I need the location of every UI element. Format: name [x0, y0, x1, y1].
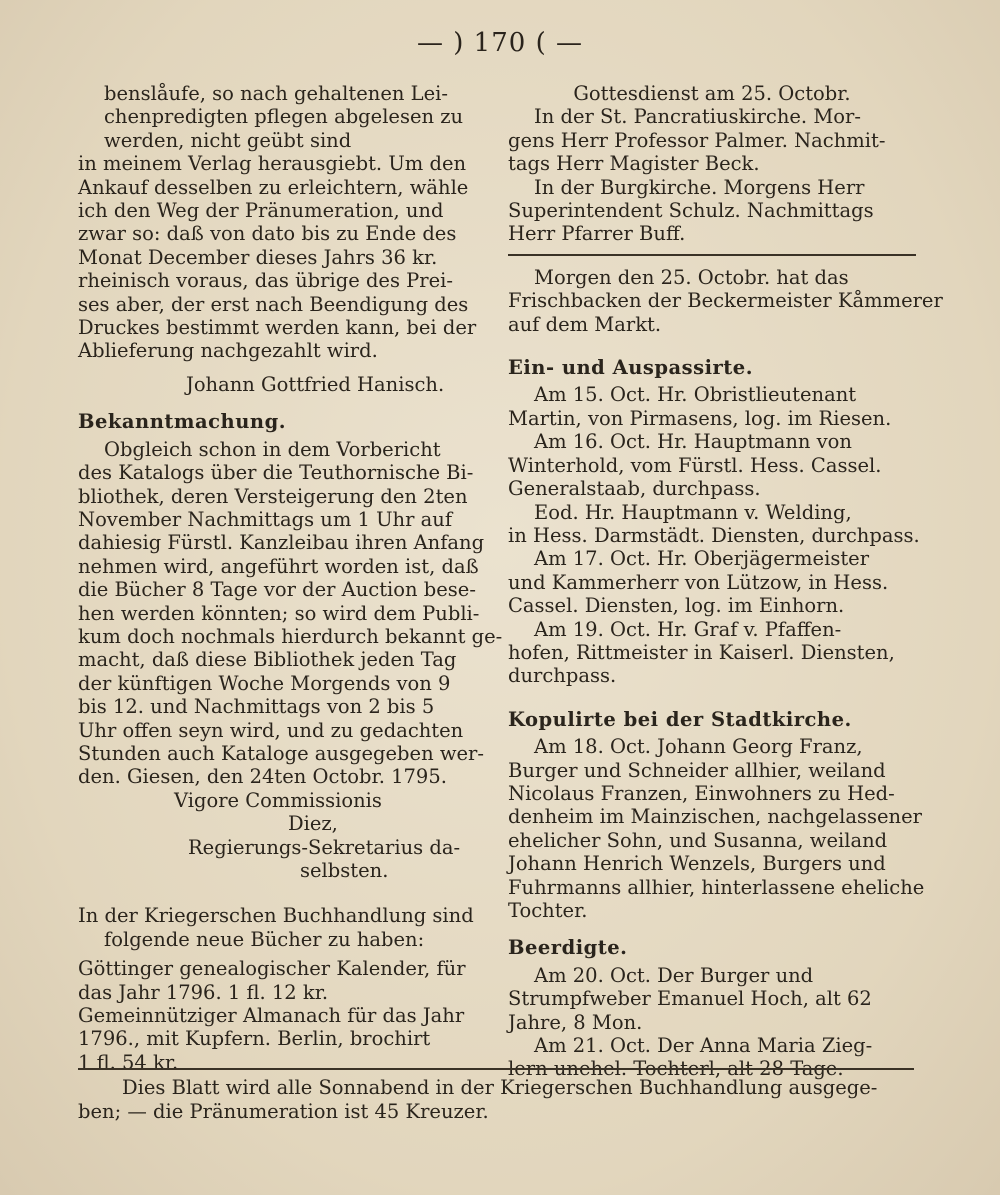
text-line: Stunden auch Kataloge ausgegeben wer-	[78, 741, 484, 765]
beerdigte-heading: Beerdigte.	[508, 936, 628, 960]
gottesdienst-paragraph	[508, 105, 916, 175]
text-line: in Hess. Darmstädt. Diensten, durchpass.	[508, 523, 920, 547]
text-line: Superintendent Schulz. Nachmittags	[508, 199, 874, 223]
text-line: lern unehel. Tochterl, alt 28 Tage.	[508, 1057, 844, 1081]
kopulirte-heading: Kopulirte bei der Stadtkirche.	[508, 707, 852, 731]
text-line: Obgleich schon in dem Vorbericht	[104, 437, 441, 461]
text-line: die Bücher 8 Tage vor der Auction bese-	[78, 578, 476, 602]
text-line: Jahre, 8 Mon.	[508, 1010, 643, 1034]
footer-divider	[78, 1068, 914, 1070]
gottesdienst-heading: Gottesdienst am 25. Octobr.	[573, 82, 851, 105]
text-line: Am 18. Oct. Johann Georg Franz,	[534, 735, 863, 759]
passirte-entry	[508, 500, 920, 548]
text-line: Johann Henrich Wenzels, Burgers und	[508, 852, 886, 876]
text-line: 1 fl. 54 kr.	[78, 1050, 179, 1074]
text-line: Tochter.	[508, 899, 588, 922]
text-line: des Katalogs über die Teuthornische Bi-	[78, 461, 474, 485]
kopulirte-paragraph	[508, 735, 925, 922]
text-line: tags Herr Magister Beck.	[508, 152, 760, 176]
signature: Johann Gottfried Hanisch.	[186, 372, 445, 396]
text-line: 1796., mit Kupfern. Berlin, brochirt	[78, 1027, 431, 1051]
footer-line: ben; — die Pränumeration ist 45 Kreuzer.	[78, 1100, 489, 1123]
text-line: In der St. Pancratiuskirche. Mor-	[534, 105, 861, 129]
text-line: Am 15. Oct. Hr. Obristlieutenant	[534, 383, 857, 407]
diez-line: Diez,	[288, 812, 338, 836]
text-line: macht, daß diese Bibliothek jeden Tag	[78, 648, 457, 672]
text-line: Am 19. Oct. Hr. Graf v. Pfaffen-	[534, 617, 842, 641]
text-line: bliothek, deren Versteigerung den 2ten	[78, 484, 468, 508]
bekanntmachung-heading: Bekanntmachung.	[78, 410, 286, 434]
book-entry	[78, 957, 492, 1004]
text-line: Ankauf desselben zu erleichtern, wähle	[78, 175, 469, 199]
text-line: ich den Weg der Pränumeration, und	[78, 199, 444, 223]
page-number: — ) 170 ( —	[417, 28, 583, 58]
text-line: Am 20. Oct. Der Burger und	[534, 963, 814, 987]
text-line: dahiesig Fürstl. Kanzleibau ihren Anfang	[78, 531, 485, 555]
pranumeration-paragraph	[78, 152, 492, 363]
text-line: folgende neue Bücher zu haben:	[104, 927, 425, 951]
text-line: In der Kriegerschen Buchhandlung sind	[78, 904, 474, 928]
text-line: ehelicher Sohn, und Susanna, weiland	[508, 828, 888, 852]
text-line: rheinisch voraus, das übrige des Prei-	[78, 269, 453, 293]
text-line: Am 17. Oct. Hr. Oberjägermeister	[534, 547, 870, 571]
passirte-heading: Ein- und Auspassirte.	[508, 356, 754, 380]
text-line: chenpredigten pflegen abgelesen zu	[104, 105, 464, 129]
beerdigte-entry	[508, 1034, 916, 1081]
text-line: hen werden könnten; so wird dem Publi-	[78, 601, 480, 625]
text-line: Strumpfweber Emanuel Hoch, alt 62	[508, 987, 872, 1011]
text-line: bis 12. und Nachmittags von 2 bis 5	[78, 695, 435, 719]
book-entry	[78, 1004, 492, 1074]
text-line: Ablieferung nachgezahlt wird.	[78, 339, 378, 363]
bekanntmachung-paragraph	[78, 437, 503, 789]
text-line: benslåufe, so nach gehaltenen Lei-	[104, 82, 448, 105]
passirte-entry	[508, 383, 916, 430]
footer-notice	[78, 1076, 918, 1124]
text-line: denheim im Mainzischen, nachgelassener	[508, 805, 922, 829]
krieger-notice	[78, 904, 492, 951]
text-line: kum doch nochmals hierdurch bekannt ge-	[78, 624, 503, 648]
vigore-line: Vigore Commissionis	[174, 788, 382, 812]
text-line: das Jahr 1796. 1 fl. 12 kr.	[78, 980, 329, 1004]
text-line: durchpass.	[508, 664, 617, 688]
text-line: Monat December dieses Jahrs 36 kr.	[78, 245, 438, 269]
frischbacken-paragraph	[508, 265, 943, 336]
passirte-entry	[508, 547, 916, 617]
beerdigte-entry	[508, 964, 916, 1034]
text-line: Winterhold, vom Fürstl. Hess. Cassel.	[508, 453, 882, 477]
text-line: Cassel. Diensten, log. im Einhorn.	[508, 594, 845, 618]
intro-paragraph	[78, 82, 492, 152]
text-line: Frischbacken der Beckermeister Kåmmerer	[508, 289, 943, 313]
text-line: werden, nicht geübt sind	[104, 128, 352, 152]
passirte-entry	[508, 618, 916, 688]
text-line: gens Herr Professor Palmer. Nachmit-	[508, 128, 886, 152]
text-line: Am 21. Oct. Der Anna Maria Zieg-	[534, 1034, 873, 1058]
text-line: Eod. Hr. Hauptmann v. Welding,	[534, 500, 852, 524]
text-line: Morgen den 25. Octobr. hat das	[534, 265, 849, 289]
regierung-line: Regierungs-Sekretarius da-	[188, 835, 461, 859]
left-column	[78, 82, 503, 1074]
text-line: Generalstaab, durchpass.	[508, 477, 761, 501]
text-line: in meinem Verlag herausgiebt. Um den	[78, 152, 467, 176]
text-line: Gemeinnütziger Almanach für das Jahr	[78, 1004, 465, 1028]
text-line: der künftigen Woche Morgends von 9	[78, 671, 451, 695]
selbsten-line: selbsten.	[300, 859, 389, 882]
text-line: hofen, Rittmeister in Kaiserl. Diensten,	[508, 640, 895, 664]
text-line: Burger und Schneider allhier, weiland	[508, 758, 886, 782]
text-line: zwar so: daß von dato bis zu Ende des	[78, 222, 457, 246]
text-line: nehmen wird, angeführt worden ist, daß	[78, 554, 479, 578]
text-line: ses aber, der erst nach Beendigung des	[78, 292, 469, 316]
text-line: Am 16. Oct. Hr. Hauptmann von	[534, 430, 852, 454]
text-line: Druckes bestimmt werden kann, bei der	[78, 316, 477, 340]
text-line: und Kammerherr von Lützow, in Hess.	[508, 570, 889, 594]
text-line: Herr Pfarrer Buff.	[508, 222, 686, 246]
text-line: In der Burgkirche. Morgens Herr	[534, 175, 865, 199]
text-line: Fuhrmanns allhier, hinterlassene eheliche	[508, 875, 925, 899]
text-line: Nicolaus Franzen, Einwohners zu Hed-	[508, 781, 895, 805]
footer-line: Dies Blatt wird alle Sonnabend in der Kriegerschen Buchhandlung ausgege-	[122, 1076, 878, 1099]
text-line: auf dem Markt.	[508, 312, 662, 336]
text-line: Göttinger genealogischer Kalender, für	[78, 957, 466, 981]
divider	[508, 254, 916, 256]
right-column	[508, 82, 943, 1081]
text-line: Martin, von Pirmasens, log. im Riesen.	[508, 406, 892, 430]
passirte-entry	[508, 430, 916, 500]
text-line: den. Giesen, den 24ten Octobr. 1795.	[78, 765, 447, 789]
text-line: November Nachmittags um 1 Uhr auf	[78, 507, 453, 531]
gottesdienst-paragraph	[508, 176, 916, 246]
text-line: Uhr offen seyn wird, und zu gedachten	[78, 718, 464, 742]
